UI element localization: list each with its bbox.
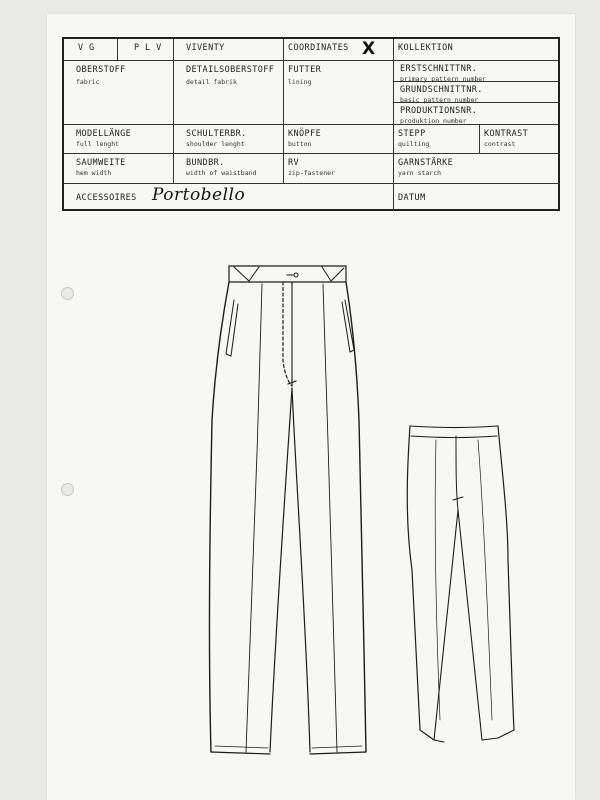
kollektion-label: KOLLEKTION — [398, 43, 454, 53]
bundbr-label: BUNDBR. — [186, 158, 225, 168]
grundschnitt-label: GRUNDSCHNITTNR. — [400, 85, 483, 95]
garnstaerke-sub: yarn starch — [398, 169, 442, 177]
stepp-label: STEPP — [398, 129, 426, 139]
rv-label: RV — [288, 158, 300, 168]
accessoires-label: ACCESSOIRES — [76, 193, 137, 203]
stepp-sub: quilting — [398, 140, 430, 148]
saumweite-sub: hem width — [76, 169, 112, 177]
produktion-sub: produktion number — [400, 117, 467, 125]
knoepfe-label: KNÖPFE — [288, 129, 322, 139]
produktion-label: PRODUKTIONSNR. — [400, 106, 478, 116]
handwritten-portobello: Portobello — [152, 185, 246, 205]
schulterbr-label: SCHULTERBR. — [186, 129, 247, 139]
viventy-label: VIVENTY — [186, 43, 225, 53]
detailsoberstoff-label: DETAILSOBERSTOFF — [186, 65, 275, 75]
erstschnitt-sub: primary pattern number — [400, 75, 487, 83]
grundschnitt-sub: basic pattern number — [400, 96, 479, 104]
plv-label: P L V — [134, 43, 162, 53]
kontrast-label: KONTRAST — [484, 129, 529, 139]
futter-sub: lining — [288, 78, 312, 86]
oberstoff-label: OBERSTOFF — [76, 65, 126, 75]
bundbr-sub: width of waistband — [186, 169, 257, 177]
oberstoff-sub: fabric — [76, 78, 100, 86]
detailsoberstoff-sub: detail fabrik — [186, 78, 237, 86]
erstschnitt-label: ERSTSCHNITTNR. — [400, 64, 478, 74]
modellaenge-label: MODELLÄNGE — [76, 129, 132, 139]
knoepfe-sub: button — [288, 140, 312, 148]
rv-sub: zip-fastener — [288, 169, 335, 177]
kontrast-sub: contrast — [484, 140, 516, 148]
datum-label: DATUM — [398, 193, 426, 203]
schulterbr-sub: shoulder lenght — [186, 140, 245, 148]
saumweite-label: SAUMWEITE — [76, 158, 126, 168]
coordinates-cross-mark: X — [362, 39, 376, 59]
garnstaerke-label: GARNSTÄRKE — [398, 158, 454, 168]
futter-label: FUTTER — [288, 65, 322, 75]
vg-label: V G — [78, 43, 95, 53]
coordinates-label: COORDINATES — [288, 43, 349, 53]
modellaenge-sub: full lenght — [76, 140, 120, 148]
